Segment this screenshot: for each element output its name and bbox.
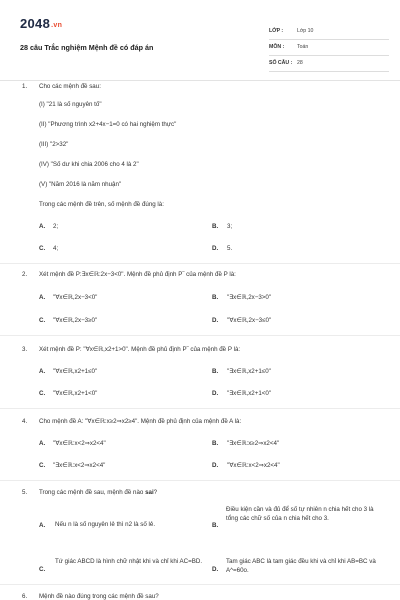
option-letter[interactable]: D. <box>212 462 219 469</box>
option-letter[interactable]: C. <box>39 462 46 469</box>
question-text: Cho mệnh đề A: "∀x∈ℝ:x≥2⇒x2≥4". Mệnh đề phủ định của mệnh đề A là: <box>39 418 242 425</box>
option-letter[interactable]: A. <box>39 368 46 375</box>
option-letter[interactable]: C. <box>39 245 46 252</box>
option-text[interactable]: Tứ giác ABCD là hình chữ nhật khi và chỉ khi AC=BD. <box>55 558 203 565</box>
option-text[interactable]: "∀x∈ℝ,x2+1<0" <box>53 390 98 397</box>
question-text: Xét mệnh đề P: "∀x∈ℝ,x2+1>0". Mệnh đề phủ định P‾ của mệnh đề P là: <box>39 346 241 353</box>
statement-line: (IV) "Số dư khi chia 2006 cho 4 là 2" <box>39 161 139 168</box>
option-letter[interactable]: A. <box>39 522 46 529</box>
question-number: 4. <box>22 418 28 425</box>
site-logo[interactable]: 2048.vn <box>20 16 63 31</box>
option-letter[interactable]: D. <box>212 390 219 397</box>
option-letter[interactable]: A. <box>39 440 46 447</box>
option-letter[interactable]: D. <box>212 566 219 573</box>
option-letter[interactable]: A. <box>39 223 46 230</box>
statement-line: (II) "Phương trình x2+4x−1=0 có hai nghiệm thực" <box>39 121 177 128</box>
option-letter[interactable]: A. <box>39 294 46 301</box>
statement-line: (I) "21 là số nguyên tố" <box>39 101 102 108</box>
question-divider <box>0 408 400 409</box>
option-text[interactable]: Tam giác ABC là tam giác đều khi và chỉ khi AB=BC và A^=60o. <box>226 558 376 574</box>
question-text: Cho các mệnh đề sau: <box>39 83 101 90</box>
option-letter[interactable]: D. <box>212 317 219 324</box>
option-text[interactable]: "∀x∈ℝ:x<2⇒x2<4" <box>227 462 280 469</box>
meta-row-count: SỐ CÂU : 28 <box>269 56 389 72</box>
meta-row-class: LỚP : Lớp 10 <box>269 24 389 40</box>
emphasis-word: sai <box>145 489 154 496</box>
option-letter[interactable]: B. <box>212 223 219 230</box>
option-letter[interactable]: B. <box>212 440 219 447</box>
meta-row-subject: MÔN : Toán <box>269 40 389 56</box>
option-letter[interactable]: C. <box>39 390 46 397</box>
option-text[interactable]: "∀x∈ℝ,2x−3≥0" <box>53 317 98 324</box>
question-number: 3. <box>22 346 28 353</box>
option-letter[interactable]: C. <box>39 317 46 324</box>
option-text[interactable]: "∃x∈ℝ:x≥2⇒x2<4" <box>227 440 280 447</box>
option-letter[interactable]: D. <box>212 245 219 252</box>
option-text[interactable]: "∃x∈ℝ,2x−3>0" <box>227 294 272 301</box>
option-text[interactable]: 5. <box>227 245 233 252</box>
statement-line: (V) "Năm 2016 là năm nhuận" <box>39 181 122 188</box>
question-divider <box>0 584 400 585</box>
option-text[interactable]: 3; <box>227 223 233 230</box>
question-divider <box>0 335 400 336</box>
option-text[interactable]: "∀x∈ℝ,x2+1≤0" <box>53 368 98 375</box>
option-text[interactable]: "∃x∈ℝ,x2+1≤0" <box>227 368 271 375</box>
option-text[interactable]: "∀x∈ℝ,2x−3<0" <box>53 294 98 301</box>
question-divider <box>0 263 400 264</box>
question-prompt: Trong các mệnh đề trên, số mệnh đề đúng là: <box>39 201 164 208</box>
option-text[interactable]: "∃x∈ℝ:x<2⇒x2<4" <box>53 462 106 469</box>
header-divider <box>0 80 400 81</box>
page-title: 28 câu Trắc nghiệm Mệnh đề có đáp án <box>20 43 154 52</box>
option-letter[interactable]: B. <box>212 522 219 529</box>
question-number: 6. <box>22 593 28 600</box>
question-number: 1. <box>22 83 28 90</box>
document-header <box>14 10 386 68</box>
document-meta <box>269 24 389 72</box>
option-letter[interactable]: C. <box>39 566 46 573</box>
option-text[interactable]: Nếu n là số nguyên lẻ thì n2 là số lẻ. <box>55 521 156 528</box>
option-text[interactable]: 4; <box>53 245 59 252</box>
option-letter[interactable]: B. <box>212 294 219 301</box>
option-text[interactable]: Điều kiện cần và đủ để số tự nhiên n chia hết cho 3 là tổng các chữ số của n chia hết cho 3. <box>226 506 374 522</box>
question-divider <box>0 480 400 481</box>
option-text[interactable]: "∀x∈ℝ,2x−3≤0" <box>227 317 272 324</box>
option-text[interactable]: "∀x∈ℝ:x<2⇒x2<4" <box>53 440 106 447</box>
option-letter[interactable]: B. <box>212 368 219 375</box>
option-text[interactable]: "∃x∈ℝ,x2+1<0" <box>227 390 272 397</box>
question-text: Xét mệnh đề P:∃x∈ℝ:2x−3<0". Mệnh đề phủ định P‾ của mệnh đề P là: <box>39 271 236 278</box>
question-number: 2. <box>22 271 28 278</box>
question-text: Trong các mệnh đề sau, mệnh đề nào sai? <box>39 489 158 496</box>
option-text[interactable]: 2; <box>53 223 59 230</box>
question-text: Mệnh đề nào đúng trong các mệnh đề sau? <box>39 593 159 600</box>
statement-line: (III) "2>32" <box>39 141 69 148</box>
question-number: 5. <box>22 489 28 496</box>
